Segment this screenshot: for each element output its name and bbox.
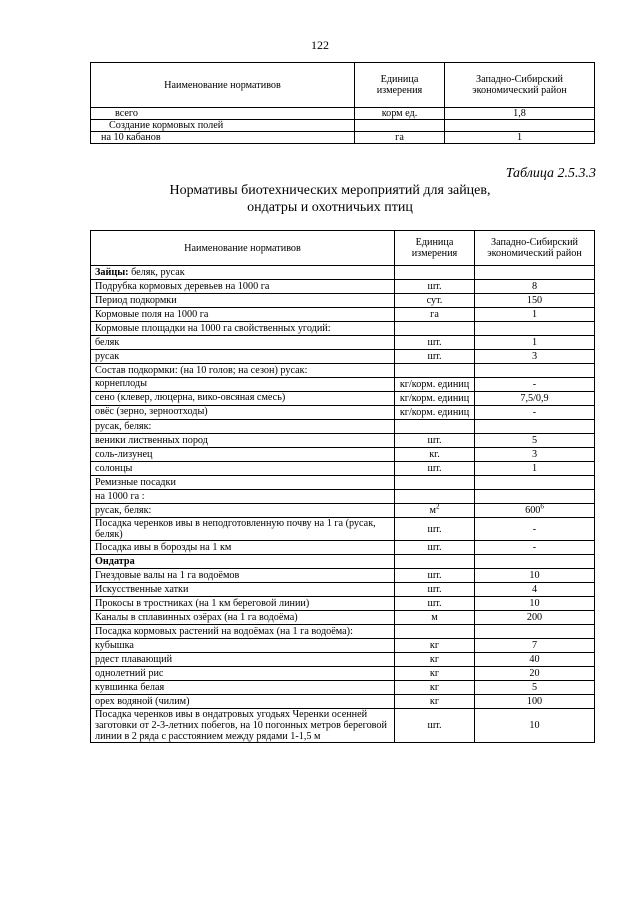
row-name: Создание кормовых полей (91, 120, 355, 132)
row-value: 1 (475, 336, 595, 350)
section-title: Ондатра (91, 555, 395, 569)
row-value: 10 (475, 597, 595, 611)
table-row (91, 294, 595, 308)
row-value: $600^6$ (475, 504, 595, 518)
section-muskrat (91, 555, 595, 569)
table-row (91, 108, 595, 120)
row-value (475, 364, 595, 378)
row-value: - (475, 378, 595, 392)
table-row (91, 308, 595, 322)
row-unit: шт. (395, 462, 475, 476)
table-row (91, 695, 595, 709)
row-name: однолетний рис (91, 667, 395, 681)
row-name: Посадка черенков ивы в неподготовленную почву на 1 га (русак, беляк) (91, 518, 395, 541)
table-row (91, 378, 595, 392)
row-unit (395, 476, 475, 490)
table-header-row (91, 231, 595, 266)
row-unit: кг/корм. единиц (395, 378, 475, 392)
row-value: 10 (475, 709, 595, 743)
row-name: русак (91, 350, 395, 364)
row-value: 1 (445, 132, 595, 144)
table-row (91, 132, 595, 144)
row-name: русак, беляк: (91, 504, 395, 518)
table-row (91, 625, 595, 639)
row-name: Кормовые площадки на 1000 га свойственных угодий: (91, 322, 395, 336)
row-value: 40 (475, 653, 595, 667)
row-unit: га (355, 132, 445, 144)
table-row (91, 406, 595, 420)
header-region: Западно-Сибирский экономический район (445, 63, 595, 108)
row-name: Каналы в сплавинных озёрах (на 1 га водоёма) (91, 611, 395, 625)
row-unit: шт. (395, 336, 475, 350)
table-row (91, 350, 595, 364)
section-bold: Зайцы: (95, 267, 129, 278)
table-title (120, 182, 540, 216)
row-value: 10 (475, 569, 595, 583)
table-title-line: ондатры и охотничьих птиц (247, 200, 413, 215)
row-name: беляк (91, 336, 395, 350)
header-region: Западно-Сибирский экономический район (475, 231, 595, 266)
table-row (91, 490, 595, 504)
row-unit: шт. (395, 541, 475, 555)
table-row (91, 597, 595, 611)
row-name: Посадка кормовых растений на водоёмах (на 1 га водоёма): (91, 625, 395, 639)
row-unit: шт. (395, 280, 475, 294)
row-name: на 10 кабанов (91, 132, 355, 144)
row-unit: кг/корм. единиц (395, 406, 475, 420)
norms-table-body (91, 266, 595, 280)
rows-group-square (91, 504, 595, 518)
row-name: Кормовые поля на 1000 га (91, 308, 395, 322)
row-value: 20 (475, 667, 595, 681)
table-row (91, 611, 595, 625)
table-header-row (91, 63, 595, 108)
row-name: овёс (зерно, зерноотходы) (91, 406, 395, 420)
row-unit: м (395, 611, 475, 625)
row-unit: сут. (395, 294, 475, 308)
row-name: кувшинка белая (91, 681, 395, 695)
section-row-hares (91, 266, 595, 280)
row-name: Посадка черенков ивы в ондатровых угодьях Черенки осенней заготовки от 2-3-летних побегов, на 10 погонных метров береговой линии в 2 ряда с расстоянием между рядами 1-1,5 м (91, 709, 395, 743)
row-name: Ремизные посадки (91, 476, 395, 490)
table-row (91, 583, 595, 597)
header-unit: Единица измерения (395, 231, 475, 266)
row-value (445, 120, 595, 132)
row-value (475, 420, 595, 434)
section-row-muskrat (91, 555, 595, 569)
rows-group-c (91, 569, 595, 743)
row-value: 1,8 (445, 108, 595, 120)
row-value (475, 322, 595, 336)
row-value: 200 (475, 611, 595, 625)
row-name: Гнездовые валы на 1 га водоёмов (91, 569, 395, 583)
row-unit: шт. (395, 518, 475, 541)
row-name: Искусственные хатки (91, 583, 395, 597)
row-value: 5 (475, 681, 595, 695)
row-unit: корм ед. (355, 108, 445, 120)
rows-group-b (91, 518, 595, 555)
row-unit (395, 364, 475, 378)
table-row (91, 434, 595, 448)
table-row (91, 364, 595, 378)
row-name: рдест плавающий (91, 653, 395, 667)
table-label: Таблица 2.5.3.3 (505, 166, 596, 181)
row-value (475, 476, 595, 490)
row-value: 100 (475, 695, 595, 709)
table-row (91, 639, 595, 653)
table-title-line: Нормативы биотехнических мероприятий для зайцев, (169, 183, 491, 198)
row-name: солонцы (91, 462, 395, 476)
table-row (91, 322, 595, 336)
row-unit: кг (395, 653, 475, 667)
row-value: 3 (475, 350, 595, 364)
row-unit (395, 420, 475, 434)
row-name: корнеплоды (91, 378, 395, 392)
row-unit: шт. (395, 350, 475, 364)
row-unit: кг. (395, 448, 475, 462)
table-row (91, 392, 595, 406)
row-unit: шт. (395, 583, 475, 597)
table-row (91, 653, 595, 667)
table-row (91, 476, 595, 490)
row-value: 1 (475, 308, 595, 322)
rows-group-a (91, 280, 595, 504)
table-row (91, 504, 595, 518)
row-name: Состав подкормки: (на 10 голов; на сезон) русак: (91, 364, 395, 378)
row-unit: шт. (395, 569, 475, 583)
row-value: - (475, 518, 595, 541)
table-row (91, 518, 595, 541)
section-rest: беляк, русак (128, 267, 185, 278)
row-value: 1 (475, 462, 595, 476)
table-continued (90, 62, 595, 144)
row-unit: кг (395, 667, 475, 681)
row-value: 8 (475, 280, 595, 294)
row-value (475, 490, 595, 504)
page-number: 122 (311, 38, 329, 52)
row-name: Прокосы в тростниках (на 1 км береговой линии) (91, 597, 395, 611)
row-unit (395, 625, 475, 639)
row-value: 7,5/0,9 (475, 392, 595, 406)
row-unit (395, 322, 475, 336)
row-value: - (475, 406, 595, 420)
row-unit: шт. (395, 709, 475, 743)
table-row (91, 420, 595, 434)
header-name: Наименование нормативов (91, 231, 395, 266)
row-name: на 1000 га : (91, 490, 395, 504)
row-name: Подрубка кормовых деревьев на 1000 га (91, 280, 395, 294)
table-row (91, 448, 595, 462)
row-name: орех водяной (чилим) (91, 695, 395, 709)
header-name: Наименование нормативов (91, 63, 355, 108)
row-unit: кг/корм. единиц (395, 392, 475, 406)
row-unit: шт. (395, 597, 475, 611)
row-value: 5 (475, 434, 595, 448)
row-value: 4 (475, 583, 595, 597)
row-unit: шт. (395, 434, 475, 448)
section-title (91, 266, 395, 280)
table-row (91, 681, 595, 695)
row-value: 7 (475, 639, 595, 653)
row-name: всего (91, 108, 355, 120)
row-name: сено (клевер, люцерна, вико-овсяная смесь) (91, 392, 395, 406)
table-row (91, 541, 595, 555)
row-unit: кг (395, 681, 475, 695)
row-name: русак, беляк: (91, 420, 395, 434)
row-unit (355, 120, 445, 132)
table-row (91, 462, 595, 476)
row-name: кубышка (91, 639, 395, 653)
row-unit: кг (395, 639, 475, 653)
row-value: - (475, 541, 595, 555)
table-row (91, 569, 595, 583)
table-row (91, 336, 595, 350)
row-name: Период подкормки (91, 294, 395, 308)
table-row (91, 667, 595, 681)
table-row (91, 120, 595, 132)
header-unit: Единица измерения (355, 63, 445, 108)
row-unit (395, 490, 475, 504)
row-unit: $м^2$ (395, 504, 475, 518)
row-value (475, 625, 595, 639)
row-unit: кг (395, 695, 475, 709)
row-name: соль-лизунец (91, 448, 395, 462)
row-name: веники лиственных пород (91, 434, 395, 448)
norms-table (90, 230, 595, 743)
row-name: Посадка ивы в борозды на 1 км (91, 541, 395, 555)
row-unit: га (395, 308, 475, 322)
row-value: 150 (475, 294, 595, 308)
table-row (91, 709, 595, 743)
table-row (91, 280, 595, 294)
row-value: 3 (475, 448, 595, 462)
